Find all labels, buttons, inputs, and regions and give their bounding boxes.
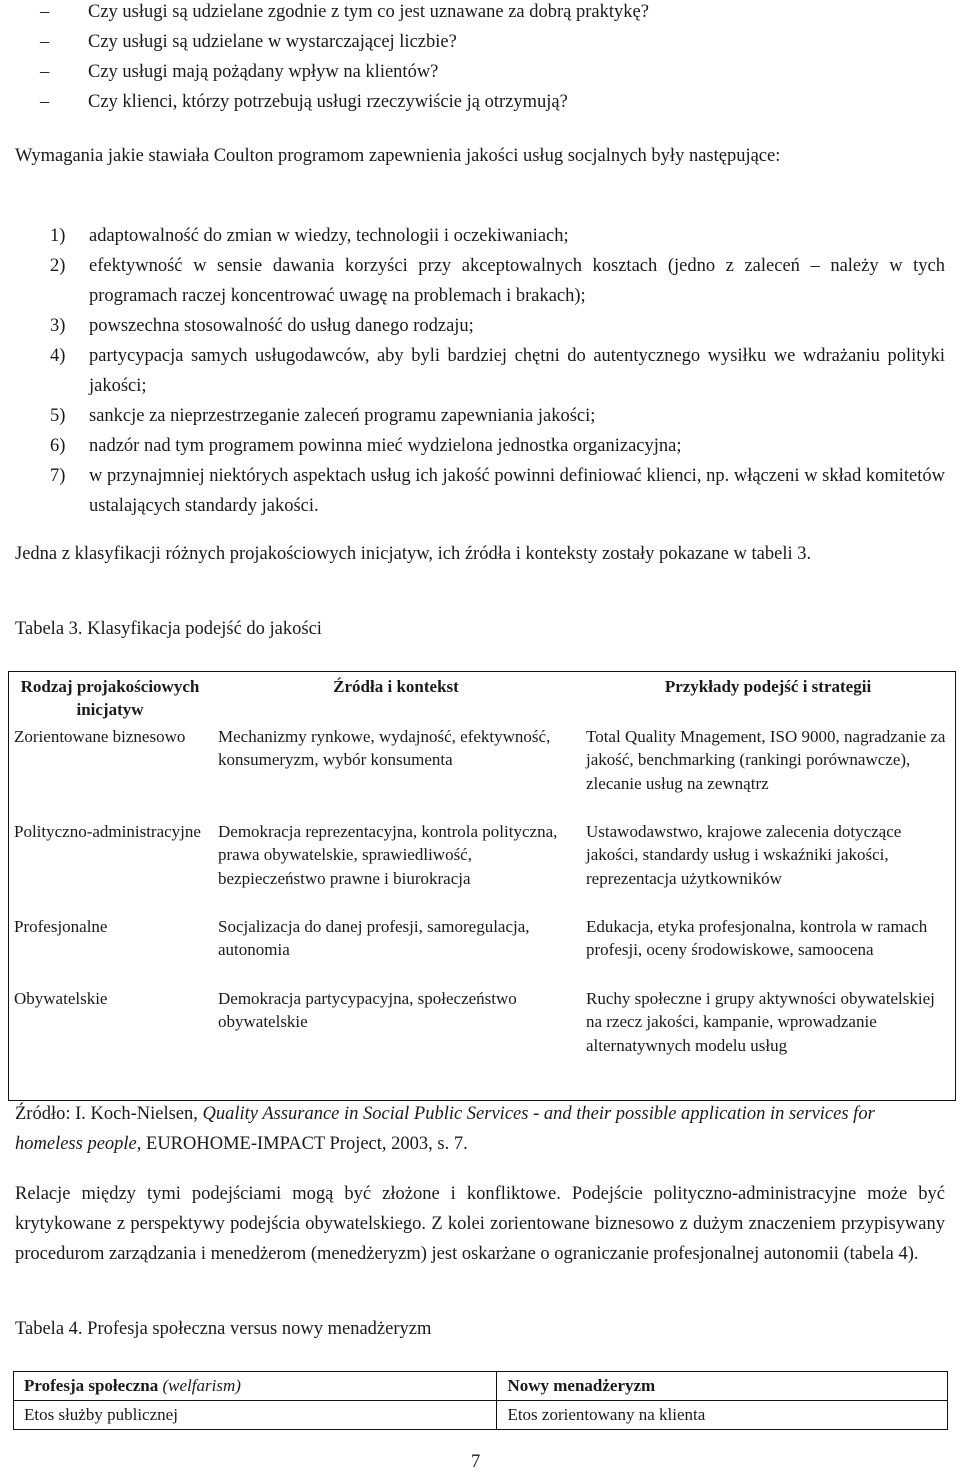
table-cell: Profesjonalne bbox=[14, 916, 108, 936]
requirement-text: w przynajmniej niektórych aspektach usług ich jakość powinni definiować klienci, np. włączeni w skład komitetów ustalających standardy jakości. bbox=[89, 466, 945, 516]
quality-approaches-table bbox=[8, 671, 956, 1057]
requirement-text: adaptowalność do zmian w wiedzy, technologii i oczekiwaniach; bbox=[89, 226, 569, 246]
table-cell: Total Quality Mnagement, ISO 9000, nagradzanie za jakość, benchmarking (rankingi porównawcze), zlecanie usług na zewnątrz bbox=[586, 726, 946, 793]
column-header: Przykłady podejść i strategii bbox=[664, 677, 872, 696]
table-cell: Socjalizacja do danej profesji, samoregulacja, autonomia bbox=[218, 916, 530, 960]
dash-bullet: – bbox=[40, 2, 50, 22]
requirement-text: nadzór nad tym programem powinna mieć wydzielona jednostka organizacyjna; bbox=[89, 436, 682, 456]
bullet-text: Czy usługi są udzielane w wystarczającej liczbie? bbox=[88, 32, 457, 52]
requirement-text: powszechna stosowalność do usług danego rodzaju; bbox=[89, 316, 474, 336]
table-row bbox=[14, 1401, 948, 1430]
requirements-list bbox=[15, 221, 945, 521]
table-cell: Demokracja partycypacyjna, społeczeństwo obywatelskie bbox=[218, 988, 517, 1032]
header-left-italic: (welfarism) bbox=[162, 1376, 241, 1395]
table-header-row bbox=[8, 671, 956, 722]
source-prefix: Źródło: I. Koch-Nielsen, bbox=[15, 1104, 203, 1124]
table-cell bbox=[14, 1372, 497, 1401]
bullet-text: Czy klienci, którzy potrzebują usługi rzeczywiście ją otrzymują? bbox=[88, 92, 568, 112]
table-cell: Zorientowane biznesowo bbox=[14, 726, 186, 746]
requirement-text: partycypacja samych usługodawców, aby byli bardziej chętni do autentycznego wysiłku we wdrażaniu polityki jakości; bbox=[89, 346, 945, 396]
table3-source bbox=[15, 1099, 945, 1159]
requirement-text: efektywność w sensie dawania korzyści przy akceptowalnych kosztach (jedno z zaleceń – należy w tych programach raczej koncentrować uwagę na problemach i brakach); bbox=[89, 256, 945, 306]
table-header-row bbox=[14, 1372, 948, 1401]
bullet-text: Czy usługi mają pożądany wpływ na klientów? bbox=[88, 62, 439, 82]
page-number: 7 bbox=[471, 1452, 481, 1472]
table3-caption: Tabela 3. Klasyfikacja podejść do jakości bbox=[15, 619, 322, 639]
table-cell: Ruchy społeczne i grupy aktywności obywatelskiej na rzecz jakości, kampanie, wprowadzanie alternatywnych modelu usług bbox=[586, 988, 935, 1055]
requirement-item bbox=[15, 311, 945, 341]
table-cell: Edukacja, etyka profesjonalna, kontrola w ramach profesji, oceny środowiskowe, samoocena bbox=[586, 916, 928, 960]
item-number: 6) bbox=[50, 436, 66, 456]
question-bullet-list bbox=[40, 0, 940, 117]
requirement-item bbox=[15, 251, 945, 311]
column-header: Rodzaj projakościowych inicjatyw bbox=[20, 677, 200, 720]
table-cell: Mechanizmy rynkowe, wydajność, efektywność, konsumeryzm, wybór konsumenta bbox=[218, 726, 551, 770]
requirement-text: sankcje za nieprzestrzeganie zaleceń programu zapewniania jakości; bbox=[89, 406, 596, 426]
bullet-item bbox=[40, 87, 940, 117]
table-cell: Polityczno-administracyjne bbox=[14, 821, 201, 841]
intro-paragraph: Wymagania jakie stawiała Coulton programom zapewnienia jakości usług socjalnych były następujące: bbox=[15, 146, 781, 166]
requirement-item bbox=[15, 461, 945, 521]
requirement-item bbox=[15, 401, 945, 431]
dash-bullet: – bbox=[40, 32, 50, 52]
table-row bbox=[8, 722, 956, 817]
header-left-bold: Profesja społeczna bbox=[24, 1376, 159, 1395]
header-right: Nowy menadżeryzm bbox=[507, 1376, 656, 1395]
requirement-item bbox=[15, 431, 945, 461]
bullet-item bbox=[40, 0, 940, 27]
table-row bbox=[8, 817, 956, 912]
requirement-item bbox=[15, 221, 945, 251]
item-number: 1) bbox=[50, 226, 66, 246]
table-cell: Etos zorientowany na klienta bbox=[497, 1401, 948, 1430]
table-cell: Obywatelskie bbox=[14, 988, 108, 1008]
relations-paragraph: Relacje między tymi podejściami mogą być złożone i konfliktowe. Podejście polityczno-administracyjne może być krytykowane z perspektywy podejścia obywatelskiego. Z kolei zorientowane biznesowo z dużym znaczeniem przypisywany procedurom zarządzania i menedżerom (menedżeryzm) jest oskarżane o ograniczanie profesjonalnej autonomii (tabela 4). bbox=[15, 1184, 945, 1264]
table-cell bbox=[497, 1372, 948, 1401]
table-cell: Etos służby publicznej bbox=[14, 1401, 497, 1430]
bullet-item bbox=[40, 57, 940, 87]
item-number: 5) bbox=[50, 406, 66, 426]
item-number: 2) bbox=[50, 256, 66, 276]
classification-paragraph: Jedna z klasyfikacji różnych projakościowych inicjatyw, ich źródła i konteksty zostały pokazane w tabeli 3. bbox=[15, 544, 812, 564]
source-suffix: , EUROHOME-IMPACT Project, 2003, s. 7. bbox=[136, 1134, 468, 1154]
item-number: 4) bbox=[50, 346, 66, 366]
bullet-item bbox=[40, 27, 940, 57]
item-number: 3) bbox=[50, 316, 66, 336]
item-number: 7) bbox=[50, 466, 66, 486]
dash-bullet: – bbox=[40, 62, 50, 82]
bullet-text: Czy usługi są udzielane zgodnie z tym co jest uznawane za dobrą praktykę? bbox=[88, 2, 649, 22]
welfarism-vs-managerialism-table bbox=[13, 1371, 948, 1430]
column-header: Źródła i kontekst bbox=[333, 677, 459, 696]
requirement-item bbox=[15, 341, 945, 401]
table4-caption: Tabela 4. Profesja społeczna versus nowy menadżeryzm bbox=[15, 1319, 432, 1339]
dash-bullet: – bbox=[40, 92, 50, 112]
table-cell: Demokracja reprezentacyjna, kontrola polityczna, prawa obywatelskie, sprawiedliwość, bezpieczeństwo prawne i biurokracja bbox=[218, 821, 558, 888]
table-row bbox=[8, 984, 956, 1057]
table-cell: Ustawodawstwo, krajowe zalecenia dotyczące jakości, standardy usług i wskaźniki jakości, reprezentacja użytkowników bbox=[586, 821, 902, 888]
source-title: Quality Assurance in Social Public Services - and their possible application in services for homeless people bbox=[15, 1104, 875, 1154]
table-row bbox=[8, 912, 956, 984]
